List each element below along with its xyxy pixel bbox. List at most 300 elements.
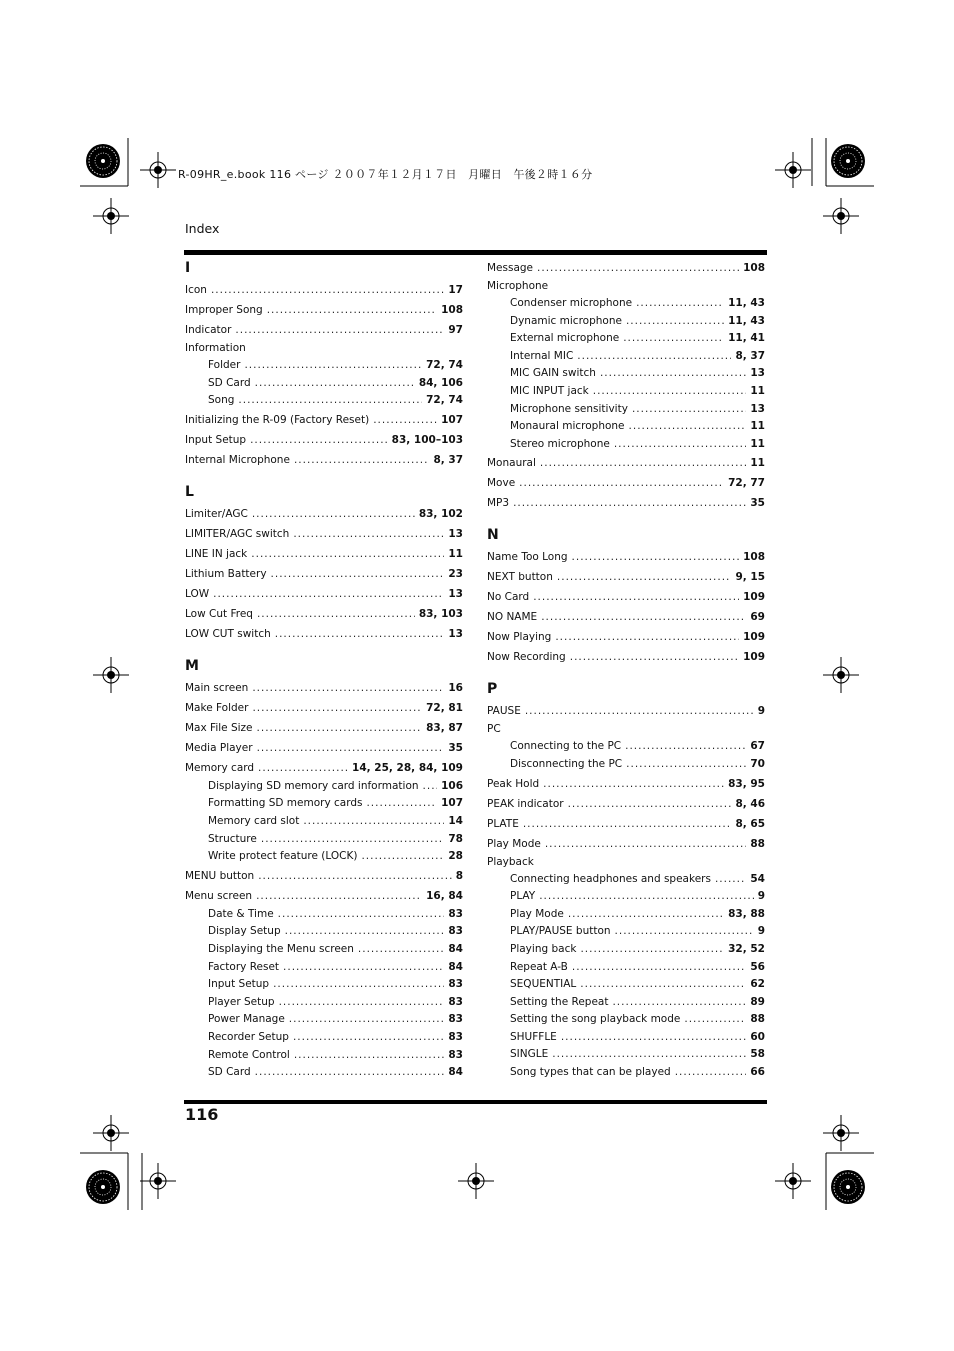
- dot-leader: [626, 756, 746, 774]
- dot-leader: [525, 701, 754, 721]
- index-subentry: [185, 1011, 463, 1029]
- index-term: Icon: [185, 284, 207, 296]
- page-number: 116: [185, 1105, 219, 1124]
- index-entry: [487, 473, 765, 493]
- dot-leader: [572, 959, 747, 977]
- index-entry: [185, 584, 463, 604]
- index-page-ref: 35: [448, 741, 463, 754]
- index-page-ref: 70: [750, 757, 765, 770]
- index-page-ref: 11, 43: [728, 297, 765, 309]
- index-term: Low Cut Freq: [185, 607, 253, 620]
- index-page-ref: 109: [743, 591, 765, 604]
- index-entry: [487, 701, 765, 721]
- index-subentry: [487, 976, 765, 994]
- dot-leader: [540, 453, 746, 473]
- index-page-ref: 88: [750, 837, 765, 850]
- dot-leader: [632, 401, 746, 419]
- index-entry: [487, 854, 765, 871]
- dot-leader: [366, 795, 437, 813]
- index-entry: [185, 544, 463, 564]
- index-term: No Card: [487, 591, 530, 604]
- index-term: Improper Song: [185, 304, 263, 316]
- index-subentry: [487, 383, 765, 401]
- index-page-ref: 83: [448, 1013, 463, 1026]
- dot-leader: [275, 624, 445, 644]
- index-column-left: [185, 258, 463, 1082]
- index-term: Displaying the Menu screen: [208, 942, 354, 955]
- dot-leader: [303, 813, 444, 831]
- index-subentry: [487, 738, 765, 756]
- index-entry: [185, 718, 463, 738]
- index-page-ref: 8, 46: [735, 797, 765, 810]
- index-term: SD Card: [208, 376, 251, 389]
- index-subentry: [487, 1046, 765, 1064]
- index-page-ref: 108: [743, 262, 765, 274]
- index-entry: [487, 278, 765, 295]
- index-term: Recorder Setup: [208, 1030, 289, 1043]
- dot-leader: [580, 976, 746, 994]
- index-entry: [185, 320, 463, 340]
- index-entry: [185, 678, 463, 698]
- index-subentry: [487, 330, 765, 348]
- dot-leader: [273, 976, 444, 994]
- dot-leader: [625, 738, 746, 756]
- index-page-ref: 9: [757, 890, 765, 903]
- index-subentry: [487, 1011, 765, 1029]
- index-term: Indicator: [185, 324, 232, 336]
- dot-leader: [570, 647, 739, 667]
- index-entry: [487, 647, 765, 667]
- index-page-ref: 72, 74: [426, 394, 463, 407]
- index-page-ref: 69: [750, 611, 765, 624]
- index-entry: [185, 300, 463, 320]
- index-column-right: [487, 258, 765, 1082]
- index-letter-heading: I: [185, 260, 191, 276]
- index-term: Information: [185, 342, 246, 354]
- index-page-ref: 9: [757, 925, 765, 938]
- index-entry: [185, 886, 463, 906]
- index-subentry: [487, 871, 765, 889]
- dot-leader: [278, 906, 445, 924]
- index-subentry: [185, 778, 463, 796]
- index-subentry: [185, 375, 463, 393]
- index-term: Internal MIC: [510, 349, 574, 362]
- index-entry: [487, 587, 765, 607]
- index-term: PLATE: [487, 817, 519, 830]
- dot-leader: [244, 357, 422, 375]
- index-subentry: [185, 831, 463, 849]
- index-page-ref: 83: [448, 1048, 463, 1061]
- index-page-ref: 83, 103: [418, 607, 463, 620]
- index-page-ref: 11: [448, 547, 463, 560]
- index-term: PEAK indicator: [487, 797, 564, 810]
- index-term: Setting the song playback mode: [510, 1013, 681, 1026]
- index-entry: [185, 564, 463, 584]
- index-entry: [487, 814, 765, 834]
- index-term: LINE IN jack: [185, 547, 248, 560]
- index-entry: [185, 524, 463, 544]
- index-subentry: [185, 941, 463, 959]
- index-subentry: [487, 436, 765, 454]
- index-subentry: [487, 756, 765, 774]
- index-term: SD Card: [208, 1066, 251, 1079]
- index-entry: [487, 834, 765, 854]
- index-subentry: [487, 1064, 765, 1082]
- index-subentry: [185, 976, 463, 994]
- index-page-ref: 13: [448, 587, 463, 600]
- dot-leader: [271, 564, 445, 584]
- index-term: Input Setup: [185, 433, 247, 446]
- index-page-ref: 11: [750, 384, 765, 397]
- index-page-ref: 83: [448, 995, 463, 1008]
- index-term: LIMITER/AGC switch: [185, 527, 290, 540]
- dot-leader: [537, 258, 739, 278]
- index-page-ref: 13: [750, 367, 765, 380]
- index-term: Date & Time: [208, 907, 274, 920]
- dot-leader: [626, 313, 724, 331]
- index-page-ref: 13: [750, 402, 765, 415]
- dot-leader: [294, 450, 430, 470]
- dot-leader: [552, 1046, 746, 1064]
- index-term: Move: [487, 477, 516, 490]
- dot-leader: [545, 834, 747, 854]
- index-page-ref: 11: [750, 420, 765, 433]
- index-entry: [185, 280, 463, 300]
- dot-leader: [358, 941, 444, 959]
- index-subentry: [185, 795, 463, 813]
- dot-leader: [252, 678, 444, 698]
- dot-leader: [557, 567, 732, 587]
- section-gap: [487, 667, 765, 679]
- index-page-ref: 83, 88: [728, 907, 765, 920]
- index-subentry: [487, 941, 765, 959]
- index-page-ref: 67: [750, 740, 765, 753]
- dot-leader: [623, 330, 724, 348]
- index-term: Remote Control: [208, 1048, 290, 1061]
- index-term: Playback: [487, 855, 534, 868]
- index-subentry: [185, 357, 463, 375]
- dot-leader: [600, 365, 746, 383]
- dot-leader: [235, 320, 444, 340]
- index-page-ref: 84: [448, 960, 463, 973]
- index-term: Dynamic microphone: [510, 314, 622, 327]
- index-term: Now Recording: [487, 651, 566, 664]
- index-page-ref: 9, 15: [735, 571, 765, 584]
- index-page-ref: 89: [750, 995, 765, 1008]
- index-term: Condenser microphone: [510, 297, 633, 309]
- index-subentry: [487, 348, 765, 366]
- index-term: Memory card: [185, 761, 255, 774]
- dot-leader: [568, 906, 724, 924]
- index-letter-heading: N: [487, 527, 499, 544]
- index-subentry: [487, 959, 765, 977]
- index-page-ref: 72, 74: [426, 359, 463, 371]
- index-term: Name Too Long: [487, 551, 568, 564]
- index-term: External microphone: [510, 332, 620, 345]
- index-page-ref: 60: [750, 1030, 765, 1043]
- index-term: Folder: [208, 359, 241, 371]
- index-page-ref: 83: [448, 978, 463, 991]
- index-entry: [487, 774, 765, 794]
- index-page-ref: 13: [448, 527, 463, 540]
- index-entry: [185, 504, 463, 524]
- index-entry: [185, 340, 463, 357]
- index-page-ref: 107: [441, 797, 463, 810]
- index-term: Power Manage: [208, 1013, 285, 1026]
- dot-leader: [614, 436, 747, 454]
- index-entry: [487, 607, 765, 627]
- index-subentry: [487, 1029, 765, 1047]
- index-term: Max File Size: [185, 721, 253, 734]
- index-subentry: [185, 1064, 463, 1082]
- index-term: Microphone: [487, 280, 549, 292]
- index-term: PLAY/PAUSE button: [510, 925, 611, 938]
- index-term: LOW CUT switch: [185, 627, 271, 640]
- index-term: Lithium Battery: [185, 567, 267, 580]
- dot-leader: [361, 848, 444, 866]
- index-page-ref: 78: [448, 832, 463, 845]
- index-subentry: [487, 906, 765, 924]
- index-term: MIC GAIN switch: [510, 367, 596, 380]
- dot-leader: [568, 794, 732, 814]
- dot-leader: [257, 604, 415, 624]
- index-page-ref: 14, 25, 28, 84, 109: [352, 761, 463, 774]
- index-page-ref: 84: [448, 942, 463, 955]
- index-page-ref: 72, 81: [426, 701, 463, 714]
- index-term: MENU button: [185, 869, 255, 882]
- index-page-ref: 8: [455, 869, 463, 882]
- index-page-ref: 9: [757, 705, 765, 718]
- dot-leader: [257, 718, 423, 738]
- index-term: PAUSE: [487, 705, 521, 718]
- section-gap: [487, 513, 765, 525]
- dot-leader: [293, 524, 444, 544]
- index-page-ref: 83, 102: [418, 507, 463, 520]
- index-subentry: [487, 418, 765, 436]
- index-letter-heading: P: [487, 681, 498, 698]
- index-entry: [185, 738, 463, 758]
- index-subentry: [185, 906, 463, 924]
- index-entry: [487, 453, 765, 473]
- dot-leader: [572, 547, 740, 567]
- index-page-ref: 88: [750, 1013, 765, 1026]
- index-page-ref: 8, 37: [735, 349, 765, 362]
- index-page-ref: 83, 100–103: [391, 433, 463, 446]
- index-term: Make Folder: [185, 701, 249, 714]
- index-subentry: [185, 392, 463, 410]
- index-term: LOW: [185, 587, 210, 600]
- dot-leader: [523, 814, 732, 834]
- bottom-rule: [184, 1100, 767, 1104]
- index-page-ref: 11: [750, 437, 765, 450]
- dot-leader: [715, 871, 746, 889]
- index-term: Song: [208, 394, 235, 407]
- index-page-ref: 108: [743, 551, 765, 564]
- index-entry: [185, 604, 463, 624]
- index-term: Stereo microphone: [510, 437, 610, 450]
- dot-leader: [675, 1064, 747, 1082]
- dot-leader: [252, 698, 422, 718]
- dot-leader: [636, 295, 724, 313]
- index-term: Menu screen: [185, 889, 253, 902]
- index-term: Repeat A-B: [510, 960, 568, 973]
- index-entry: [487, 627, 765, 647]
- index-term: Monaural microphone: [510, 420, 625, 433]
- index-term: Player Setup: [208, 995, 275, 1008]
- index-page-ref: 84, 106: [418, 376, 463, 389]
- index-letter-heading: M: [185, 657, 199, 674]
- dot-leader: [293, 1029, 444, 1047]
- index-page-ref: 11, 41: [728, 332, 765, 345]
- index-term: Connecting headphones and speakers: [510, 872, 711, 885]
- index-term: SEQUENTIAL: [510, 978, 577, 991]
- index-entry: [487, 794, 765, 814]
- dot-leader: [629, 418, 747, 436]
- index-page-ref: 109: [743, 651, 765, 664]
- dot-leader: [250, 430, 388, 450]
- index-subentry: [487, 295, 765, 313]
- index-page-ref: 66: [750, 1066, 765, 1079]
- dot-leader: [615, 923, 754, 941]
- index-entry: [185, 450, 463, 470]
- index-entry: [185, 410, 463, 430]
- dot-leader: [423, 778, 438, 796]
- index-page-ref: 13: [448, 627, 463, 640]
- index-page-ref: 83, 87: [426, 721, 463, 734]
- index-term: Memory card slot: [208, 814, 300, 827]
- index-page-ref: 11: [750, 457, 765, 470]
- dot-leader: [285, 923, 445, 941]
- dot-leader: [255, 1064, 445, 1082]
- dot-leader: [577, 348, 731, 366]
- index-term: Factory Reset: [208, 960, 280, 973]
- index-page-ref: 106: [441, 779, 463, 792]
- index-term: Peak Hold: [487, 777, 540, 790]
- dot-leader: [279, 994, 445, 1012]
- index-page-ref: 8, 65: [735, 817, 765, 830]
- index-subentry: [185, 813, 463, 831]
- dot-leader: [256, 886, 422, 906]
- index-term: MIC INPUT jack: [510, 384, 589, 397]
- dot-leader: [533, 587, 739, 607]
- index-entry: [487, 258, 765, 278]
- index-term: Setting the Repeat: [510, 995, 609, 1008]
- index-entry: [487, 721, 765, 738]
- index-entry: [185, 624, 463, 644]
- index-entry: [185, 758, 463, 778]
- dot-leader: [267, 300, 437, 320]
- index-page-ref: 56: [750, 960, 765, 973]
- top-rule: [184, 250, 767, 255]
- index-page-ref: 109: [743, 631, 765, 644]
- index-term: Disconnecting the PC: [510, 757, 623, 770]
- index-term: Media Player: [185, 741, 253, 754]
- index-entry: [487, 567, 765, 587]
- dot-leader: [513, 493, 746, 513]
- section-gap: [185, 644, 463, 656]
- dot-leader: [555, 627, 739, 647]
- index-term: PC: [487, 723, 501, 736]
- index-entry: [487, 493, 765, 513]
- index-entry: [185, 698, 463, 718]
- dot-leader: [258, 758, 348, 778]
- index-term: Formatting SD memory cards: [208, 797, 363, 810]
- index-page-ref: 23: [448, 567, 463, 580]
- dot-leader: [539, 888, 753, 906]
- index-term: Connecting to the PC: [510, 740, 622, 753]
- print-info-line: R-09HR_e.book 116 ページ ２００７年１２月１７日 月曜日 午後２時１６分: [178, 168, 593, 181]
- dot-leader: [211, 280, 444, 300]
- index-page-ref: 58: [750, 1048, 765, 1061]
- index-page-ref: 83: [448, 925, 463, 938]
- dot-leader: [580, 941, 724, 959]
- index-term: SHUFFLE: [510, 1030, 557, 1043]
- index-subentry: [185, 959, 463, 977]
- dot-leader: [373, 410, 437, 430]
- index-term: Play Mode: [487, 837, 541, 850]
- index-page-ref: 16, 84: [426, 889, 463, 902]
- dot-leader: [252, 504, 415, 524]
- index-term: Song types that can be played: [510, 1066, 671, 1079]
- index-term: Playing back: [510, 942, 577, 955]
- dot-leader: [612, 994, 746, 1012]
- dot-leader: [289, 1011, 445, 1029]
- index-term: PLAY: [510, 890, 536, 903]
- index-page-ref: 83, 95: [728, 777, 765, 790]
- index-page-ref: 11, 43: [728, 314, 765, 327]
- dot-leader: [684, 1011, 746, 1029]
- index-page-ref: 35: [750, 497, 765, 510]
- dot-leader: [213, 584, 444, 604]
- index-subentry: [487, 888, 765, 906]
- section-gap: [185, 470, 463, 482]
- index-page-ref: 14: [448, 814, 463, 827]
- running-header: Index: [185, 221, 220, 236]
- index-page-ref: 83: [448, 907, 463, 920]
- index-term: Display Setup: [208, 925, 281, 938]
- index-term: NEXT button: [487, 571, 553, 584]
- index-page-ref: 107: [441, 413, 463, 426]
- index-term: SINGLE: [510, 1048, 549, 1061]
- index-term: Internal Microphone: [185, 453, 290, 466]
- index-term: Main screen: [185, 681, 249, 694]
- index-term: Play Mode: [510, 907, 564, 920]
- dot-leader: [294, 1047, 445, 1065]
- index-page-ref: 28: [448, 850, 463, 863]
- dot-leader: [257, 738, 445, 758]
- dot-leader: [561, 1029, 747, 1047]
- index-subentry: [185, 848, 463, 866]
- index-subentry: [487, 923, 765, 941]
- index-term: MP3: [487, 497, 510, 510]
- index-page-ref: 54: [750, 872, 765, 885]
- index-term: Now Playing: [487, 631, 552, 644]
- index-subentry: [185, 994, 463, 1012]
- dot-leader: [255, 375, 415, 393]
- index-term: Input Setup: [208, 978, 270, 991]
- dot-leader: [283, 959, 444, 977]
- index-term: Displaying SD memory card information: [208, 779, 419, 792]
- index-term: NO NAME: [487, 611, 538, 624]
- dot-leader: [519, 473, 724, 493]
- index-page-ref: 72, 77: [728, 477, 765, 490]
- index-page-ref: 84: [448, 1066, 463, 1079]
- index-page-ref: 17: [448, 284, 463, 296]
- index-page-ref: 108: [441, 304, 463, 316]
- index-page-ref: 62: [750, 978, 765, 991]
- index-letter-heading: L: [185, 483, 194, 500]
- index-page-ref: 97: [448, 324, 463, 336]
